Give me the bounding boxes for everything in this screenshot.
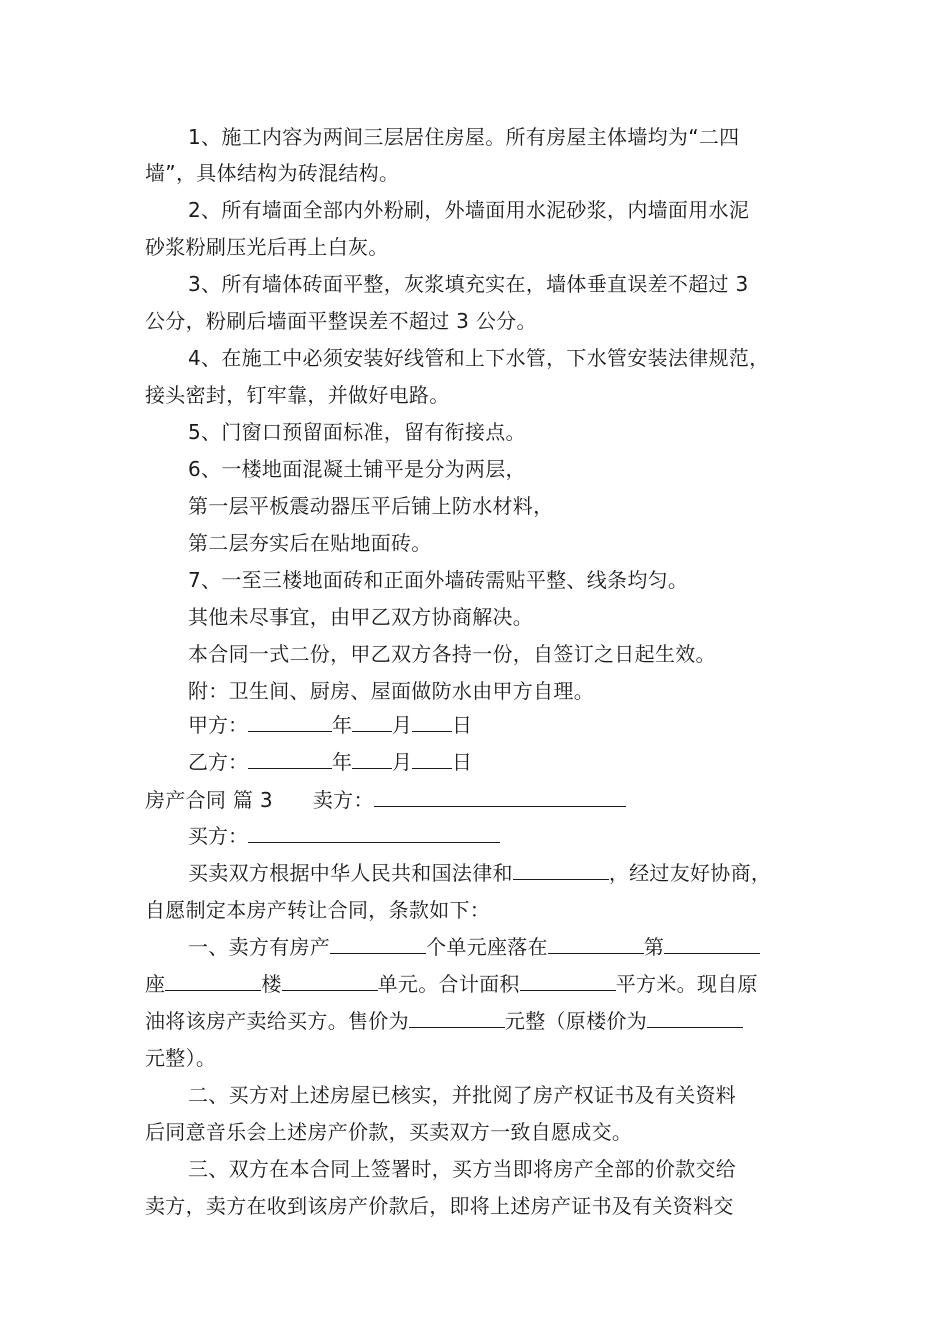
buyer-label: 买方： [188,824,248,848]
floor-label: 楼 [261,972,282,996]
appendix-note: 附：卫生间、厨房、屋面做防水由甲方自理。 [188,679,594,703]
section-1-text-b: 个单元座落在 [426,935,548,959]
clause-7: 7、一至三楼地面砖和正面外墙砖需贴平整、线条均匀。 [188,568,689,592]
area-blank[interactable] [520,970,616,991]
clause-6: 6、一楼地面混凝土铺平是分为两层， [188,457,526,481]
floor-blank[interactable] [282,970,378,991]
month-blank[interactable] [352,711,392,732]
year-label: 年 [332,750,352,774]
section-3-line-1: 三、双方在本合同上签署时，买方当即将房产全部的价款交给 [188,1157,737,1181]
clause-5: 5、门窗口预留面标准，留有衔接点。 [188,420,526,444]
section-1-line-3 [145,1007,743,1035]
party-a-label: 甲方： [188,713,248,737]
area-unit-text: 平方米。现自原 [615,972,758,996]
clause-3-line-2: 公分，粉刷后墙面平整误差不超过 3 公分。 [145,309,537,333]
seat-blank[interactable] [165,970,261,991]
section-1-text-a: 一、卖方有房产 [188,935,331,959]
contract-3-heading: 房产合同 篇 3 [145,788,273,812]
month-label: 月 [392,713,412,737]
day-label: 日 [452,750,472,774]
price-blank[interactable] [409,1007,505,1028]
clause-1-line-1: 1、施工内容为两间三层居住房屋。所有房屋主体墙均为“二四 [188,125,740,149]
month-blank[interactable] [352,748,392,769]
year-label: 年 [332,713,352,737]
intro-text-start: 买卖双方根据中华人民共和国法律和 [188,861,513,885]
clause-6-layer-2: 第二层夯实后在贴地面砖。 [188,531,432,555]
party-a-name-blank[interactable] [248,711,332,732]
clause-4-line-1: 4、在施工中必须安装好线管和上下水管，下水管安装法律规范， [188,346,770,370]
party-b-signature-row [188,748,472,776]
buyer-blank[interactable] [248,822,500,843]
section-2-line-2: 后同意音乐会上述房产价款，买卖双方一致自愿成交。 [145,1120,633,1144]
clause-2-line-2: 砂浆粉刷压光后再上白灰。 [145,235,389,259]
intro-text-end: ，经过友好协商， [608,861,772,885]
day-blank[interactable] [412,748,452,769]
price-text: 油将该房产卖给买方。售价为 [145,1009,409,1033]
clause-6-layer-1: 第一层平板震动器压平后铺上防水材料， [188,494,554,518]
area-label: 单元。合计面积 [377,972,520,996]
location-blank[interactable] [548,933,644,954]
section-1-line-1 [188,933,760,961]
clause-4-line-2: 接头密封，钉牢靠，并做好电路。 [145,383,450,407]
party-a-signature-row [188,711,472,739]
clause-1-line-2: 墙”，具体结构为砖混结构。 [145,161,400,185]
other-matters: 其他未尽事宜，由甲乙双方协商解决。 [188,605,534,629]
original-price-text: 元整（原楼价为 [504,1009,648,1033]
copies-clause: 本合同一式二份，甲乙双方各持一份，自签订之日起生效。 [188,642,716,666]
section-1-line-4: 元整）。 [145,1046,217,1070]
clause-3-line-1: 3、所有墙体砖面平整，灰浆填充实在，墙体垂直误差不超过 3 [188,272,749,296]
intro-line-2: 自愿制定本房产转让合同，条款如下： [145,898,491,922]
clause-2-line-1: 2、所有墙面全部内外粉刷，外墙面用水泥砂浆，内墙面用水泥 [188,198,750,222]
seller-blank[interactable] [374,786,626,807]
law-blank[interactable] [513,859,609,880]
number-blank[interactable] [664,933,760,954]
buyer-row [188,822,500,850]
original-price-blank[interactable] [647,1007,743,1028]
section-1-text-c: 第 [643,935,665,959]
section-3-line-2: 卖方，卖方在收到该房产价款后，即将上述房产证书及有关资料交 [145,1194,734,1218]
day-label: 日 [452,713,472,737]
section-1-line-2 [145,970,758,998]
party-b-name-blank[interactable] [248,748,332,769]
party-b-label: 乙方： [188,750,248,774]
intro-line-1 [188,859,771,887]
seller-label: 卖方： [312,788,374,812]
seat-label: 座 [145,972,166,996]
month-label: 月 [392,750,412,774]
day-blank[interactable] [412,711,452,732]
unit-count-blank[interactable] [330,933,426,954]
contract-3-heading-row [145,786,626,814]
section-2-line-1: 二、买方对上述房屋已核实，并批阅了房产权证书及有关资料 [188,1083,737,1107]
